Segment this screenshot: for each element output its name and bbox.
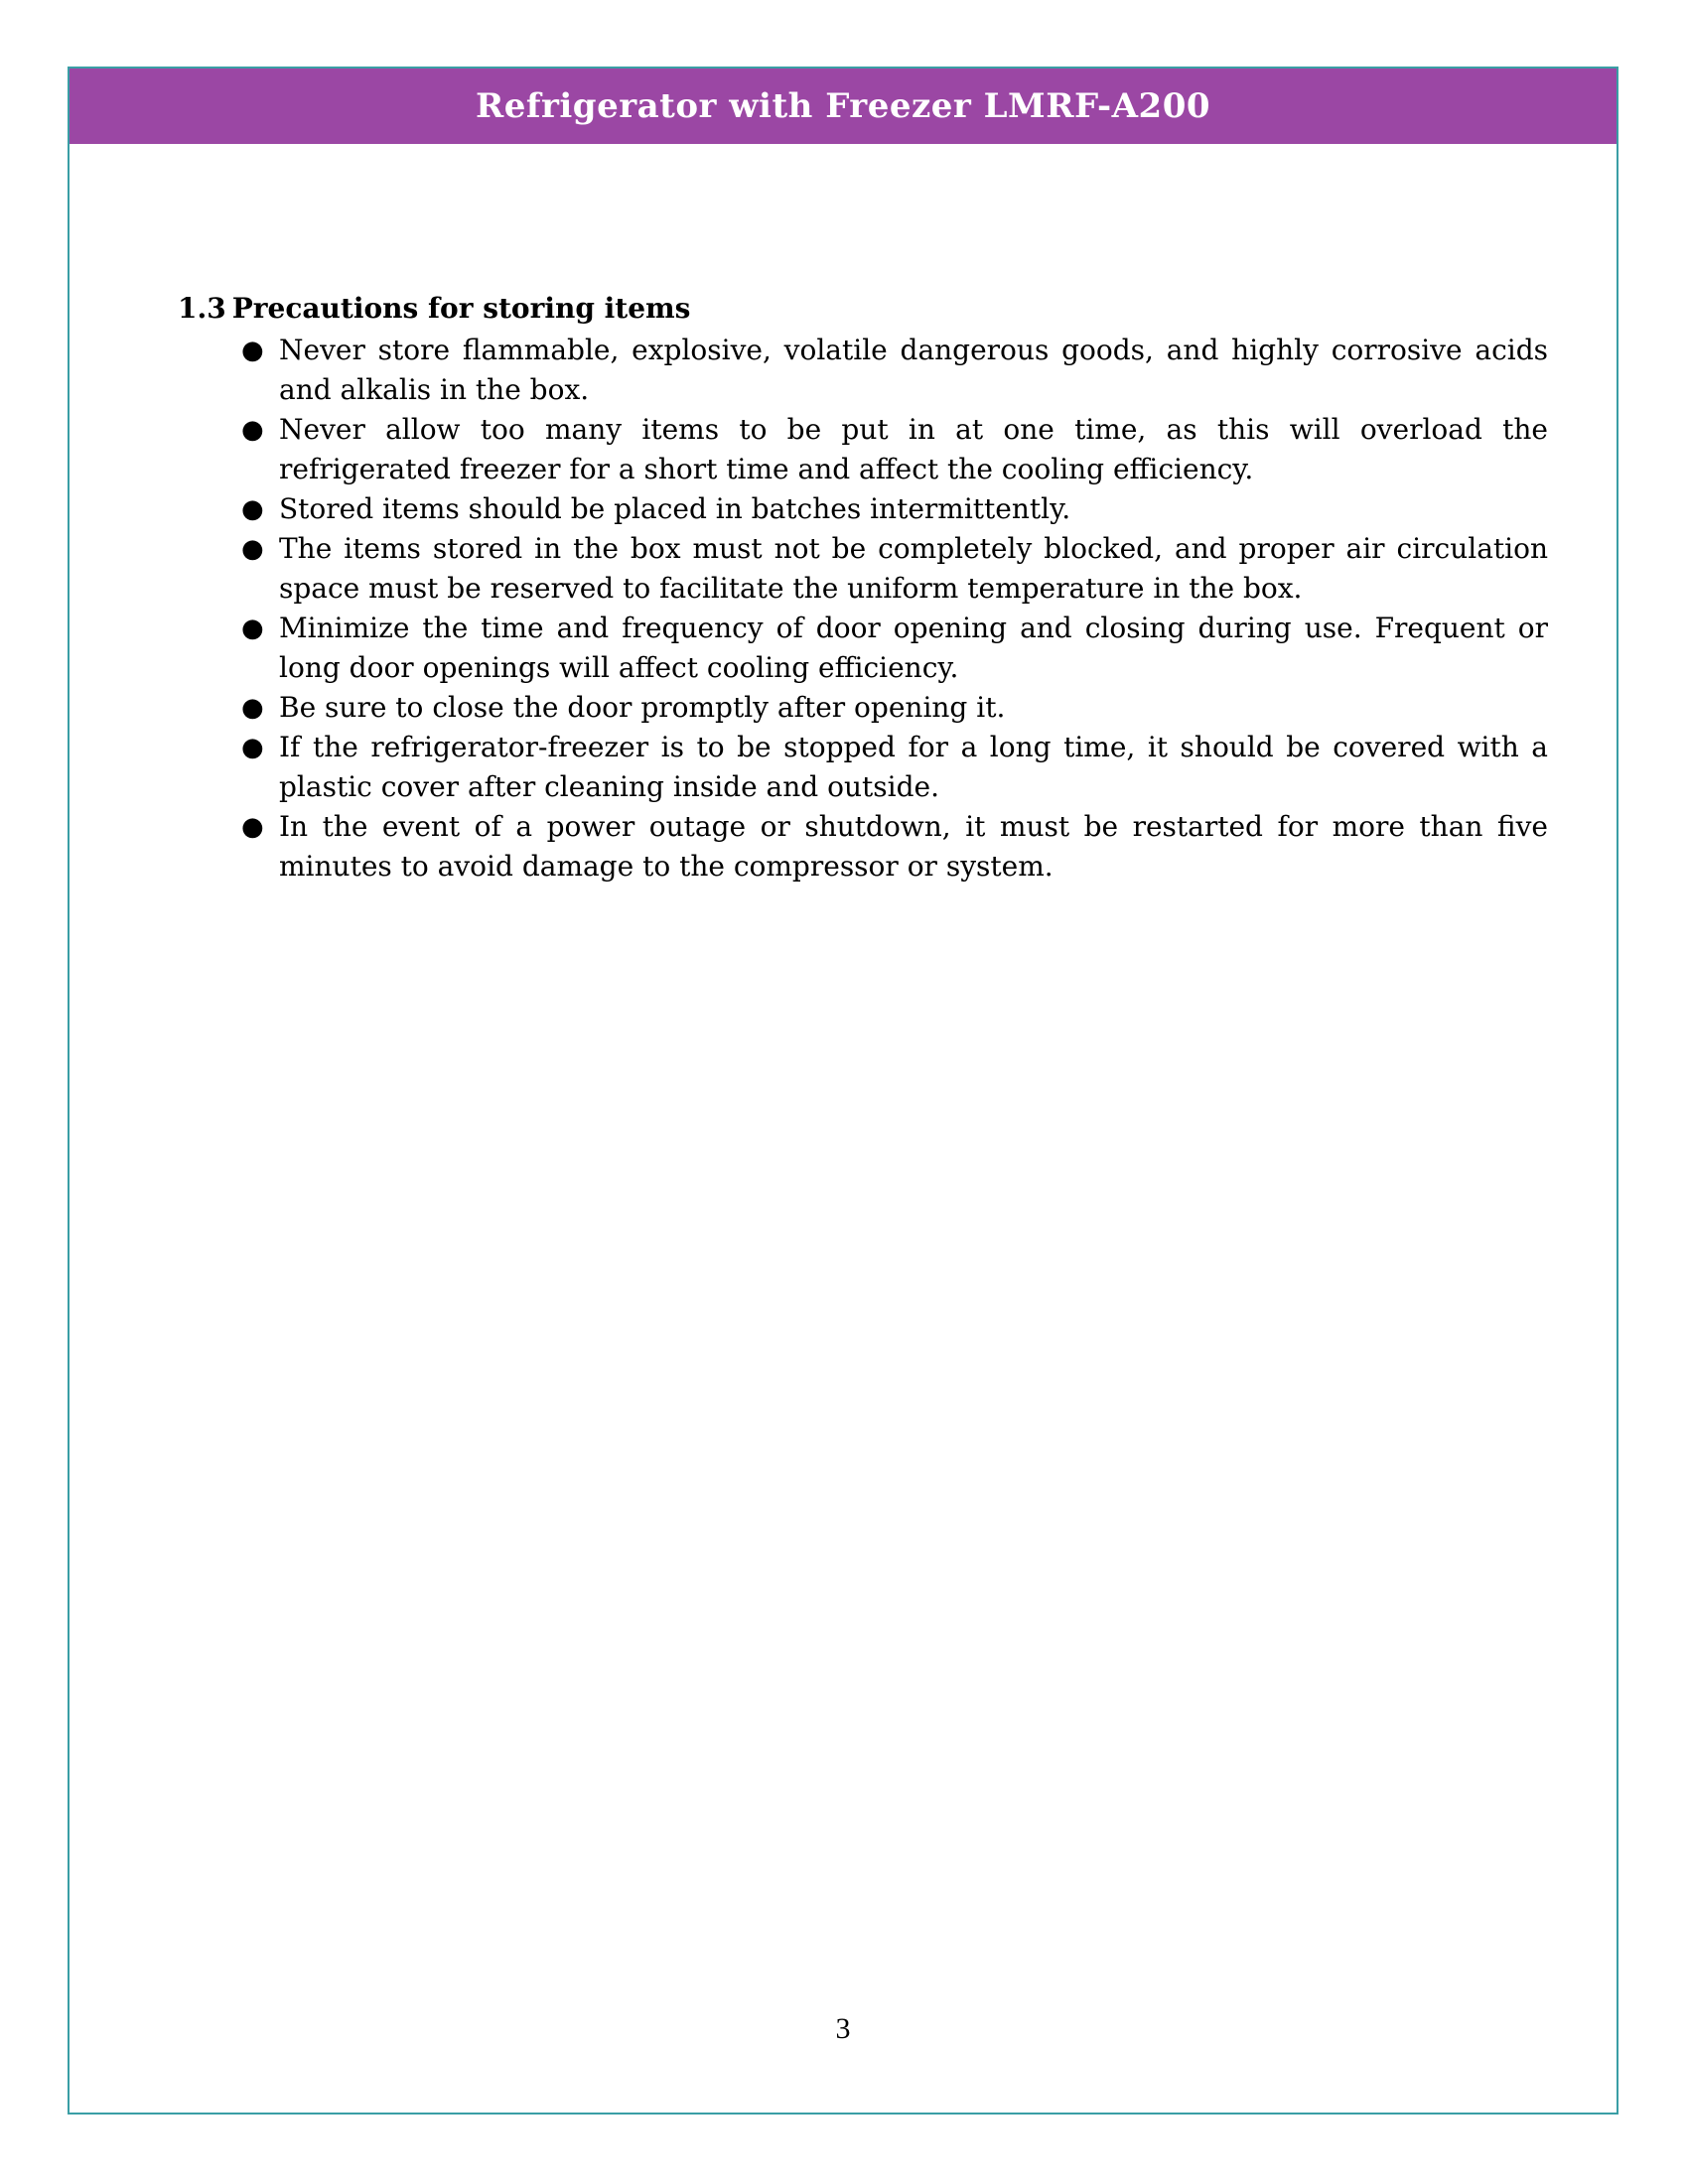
list-item-text: Never store flammable, explosive, volatile dangerous goods, and highly corrosive acids and alkalis in the box.	[279, 334, 1548, 406]
precautions-list	[178, 331, 1548, 887]
section-heading	[178, 291, 1616, 327]
list-item-text: Minimize the time and frequency of door opening and closing during use. Frequent or long door openings will affect cooling efficiency.	[279, 612, 1548, 684]
bullet-icon: ●	[241, 494, 264, 524]
header-bar	[70, 68, 1617, 144]
header-title: Refrigerator with Freezer LMRF-A200	[475, 86, 1211, 126]
list-item	[178, 489, 1548, 529]
list-item-text: If the refrigerator-freezer is to be stopped for a long time, it should be covered with a plastic cover after cleaning inside and outside.	[279, 731, 1548, 803]
bullet-icon: ●	[241, 733, 264, 762]
list-item-text: The items stored in the box must not be completely blocked, and proper air circulation space must be reserved to facilitate the uniform temperature in the box.	[279, 532, 1548, 605]
bullet-icon: ●	[241, 614, 264, 643]
page-number: 3	[835, 2012, 851, 2045]
bullet-icon: ●	[241, 534, 264, 564]
list-item	[178, 331, 1548, 410]
bullet-icon: ●	[241, 693, 264, 723]
list-item-text: Be sure to close the door promptly after opening it.	[279, 691, 1006, 724]
section-title: Precautions for storing items	[231, 292, 691, 325]
page-frame	[68, 67, 1618, 2115]
list-item	[178, 529, 1548, 609]
list-item-text: In the event of a power outage or shutdown, it must be restarted for more than five minutes to avoid damage to the compressor or system.	[279, 810, 1548, 883]
list-item	[178, 688, 1548, 728]
list-item-text: Never allow too many items to be put in at one time, as this will overload the refrigerated freezer for a short time and affect the cooling efficiency.	[279, 413, 1548, 485]
bullet-icon: ●	[241, 812, 264, 842]
list-item	[178, 410, 1548, 489]
section-number: 1.3	[178, 292, 226, 325]
bullet-icon: ●	[241, 336, 264, 365]
list-item-text: Stored items should be placed in batches intermittently.	[279, 492, 1071, 525]
list-item	[178, 609, 1548, 688]
list-item	[178, 807, 1548, 887]
bullet-icon: ●	[241, 415, 264, 445]
precautions-section	[178, 291, 1616, 887]
list-item	[178, 728, 1548, 807]
